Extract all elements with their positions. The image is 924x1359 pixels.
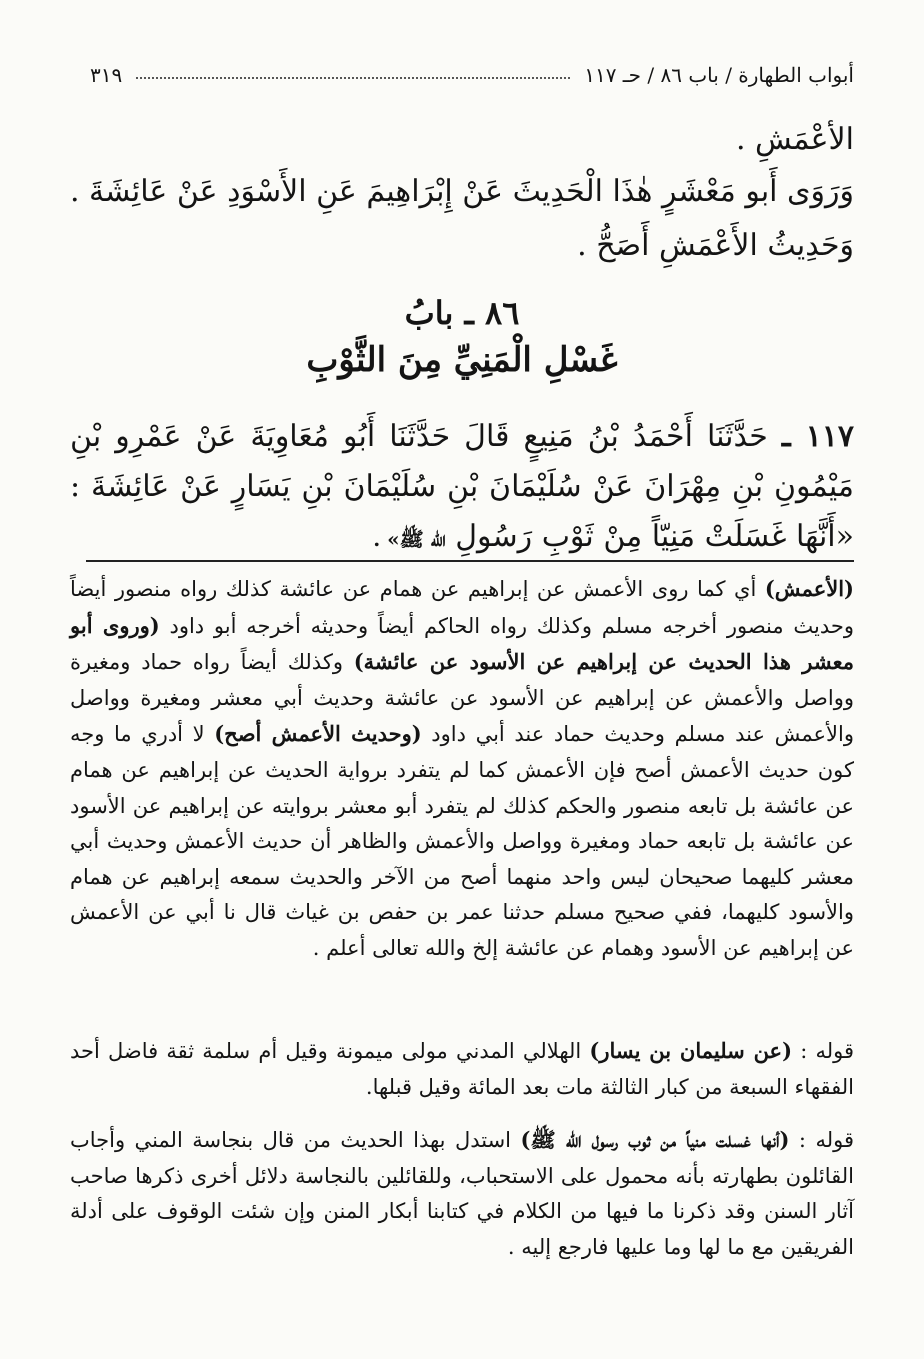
commentary-paragraph-3 [70, 1122, 854, 1265]
commentary-quote: (عن سليمان بن يسار) [589, 1038, 793, 1063]
commentary-quote: (وحديث الأعمش أصح) [214, 721, 422, 747]
commentary-text: الهلالي المدني مولى ميمونة وقيل أم سلمة ثقة فاضل أحد الفقهاء السبعة من كبار الثالثة مات بعد المائة وقيل قبلها. [70, 1039, 854, 1099]
main-text-line-3: وَحَدِيثُ الأَعْمَشِ أَصَحُّ . [577, 228, 854, 263]
commentary-paragraph-1 [70, 571, 854, 967]
commentary-quote: (أنها غسلت منياً من ثوب رسول الله ﷺ) [520, 1127, 790, 1152]
main-text-line-2: وَرَوَى أَبو مَعْشَرٍ هٰذَا الْحَدِيثَ عَنْ إِبْرَاهِيمَ عَنِ الأَسْوَدِ عَنْ عَائِشَةَ . [69, 174, 854, 209]
commentary-intro: قوله : [792, 1039, 854, 1063]
running-head: أبواب الطهارة / باب ٨٦ / حـ ١١٧ [584, 63, 854, 87]
hadith-number: ١١٧ ـ [781, 419, 854, 454]
chapter-number: ٨٦ ـ بابُ [404, 294, 520, 332]
hadith-tail: الله ﷺ» . [373, 527, 446, 551]
page-number: ٣١٩ [90, 63, 123, 87]
page-header [90, 58, 854, 92]
dotted-leader [136, 71, 570, 79]
commentary-text: استدل بهذا الحديث من قال بنجاسة المني وأجاب القائلون بطهارته بأنه محمول على الاستحباب، وللقائلين بالنجاسة دلائل أخرى ذكرها صاحب آثار السنن وقد ذكرنا ما فيها من الكلام في كتابنا أبكار المنن وإن شئت الوقوف على أدلة الفريقين مع ما لها وما عليها فارجع إليه . [70, 1128, 854, 1259]
commentary-text: وكذلك أيضاً رواه حماد ومغيرة وواصل والأعمش عن إبراهيم عن الأسود عن عائشة وحديث أبي معشر ومغيرة وواصل والأعمش عند مسلم وحديث حماد عند أبي داود [70, 650, 854, 747]
hadith-text [70, 412, 854, 564]
hadith-body: حَدَّثَنَا أَحْمَدُ بْنُ مَنِيعٍ قَالَ حَدَّثَنَا أَبُو مُعَاوِيَةَ عَنْ عَمْرِو بْنِ مَيْمُونِ بْنِ مِهْرَانَ عَنْ سُلَيْمَانَ بْنِ سُلَيْمَانَ بْنِ يَسَارٍ عَنْ عَائِشَةَ : «أَنَّهَا غَسَلَتْ مَنِيّاً مِنْ ثَوْبِ رَسُولِ [70, 419, 854, 554]
commentary-text: لا أدري ما وجه كون حديث الأعمش أصح فإن الأعمش كما لم يتفرد برواية الحديث عن إبراهيم عن همام عن عائشة بل تابعه منصور والحكم كذلك لم يتفرد أبو معشر بروايته عن إبراهيم عن الأسود عن عائشة بل تابعه حماد ومغيرة وواصل والأعمش والظاهر أن حديث الأعمش وحديث أبي معشر كليهما صحيحان ليس واحد منهما أصح من الآخر والحديث سمعه إبراهيم عن همام والأسود كليهما، ففي صحيح مسلم حدثنا عمر بن حفص بن غياث قال نا أبي عن الأعمش عن إبراهيم عن الأسود وهمام عن عائشة إلخ والله تعالى أعلم . [70, 722, 854, 960]
commentary-lemma: (الأعمش) [764, 576, 854, 601]
commentary-quote: (وروى أبو معشر هذا الحديث عن إبراهيم عن الأسود عن عائشة) [70, 612, 854, 675]
main-text-line-1: الأعْمَشِ . [735, 122, 854, 157]
commentary-text: أي كما روى الأعمش عن إبراهيم عن همام عن عائشة كذلك رواه منصور أيضاً وحديث منصور أخرجه مسلم وكذلك رواه الحاكم أيضاً وحديثه أخرجه أبو داود [70, 577, 854, 638]
commentary-paragraph-2 [70, 1033, 854, 1105]
separator-rule [86, 560, 854, 562]
commentary-intro: قوله : [789, 1128, 854, 1152]
chapter-title: غَسْلِ الْمَنِيِّ مِنَ الثَّوْبِ [306, 340, 618, 380]
